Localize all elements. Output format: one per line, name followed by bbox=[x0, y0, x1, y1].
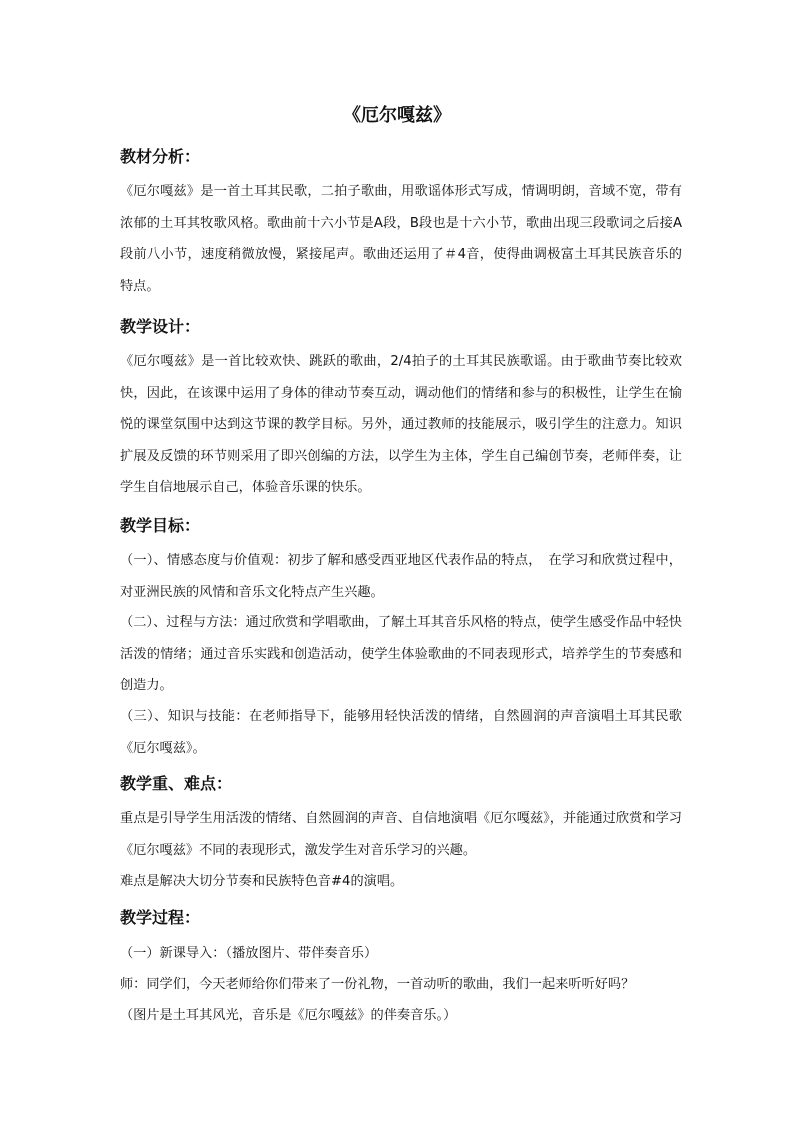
section-paragraph: （三）、知识与技能：在老师指导下，能够用轻快活泼的情绪，自然圆润的声音演唱土耳其民歌《厄尔嘎兹》。 bbox=[120, 709, 682, 756]
section-heading-key-difficult-points: 教学重、难点： bbox=[120, 774, 233, 793]
section-heading-teaching-goals: 教学目标： bbox=[120, 516, 201, 535]
section-paragraph: （一）新课导入：（播放图片、带伴奏音乐） bbox=[120, 946, 378, 961]
section-paragraph: 《厄尔嘎兹》是一首比较欢快、跳跃的歌曲，2/4拍子的土耳其民族歌谣。由于歌曲节奏比较欢快，因此，在该课中运用了身体的律动节奏互动，调动他们的情绪和参与的积极性，让学生在愉悦的课堂氛围中达到这节课的教学目标。另外，通过教师的技能展示，吸引学生的注意力。知识扩展及反馈的环节则采用了即兴创编的方法，以学生为主体，学生自己编创节奏，老师伴奏，让学生自信地展示自己，体验音乐课的快乐。 bbox=[120, 354, 682, 495]
section-paragraph: 重点是引导学生用活泼的情绪、自然圆润的声音、自信地演唱《厄尔嘎兹》，并能通过欣赏和学习《厄尔嘎兹》不同的表现形式，激发学生对音乐学习的兴趣。 bbox=[120, 811, 682, 858]
section-heading-teaching-design: 教学设计： bbox=[120, 317, 201, 336]
section-heading-textbook-analysis: 教材分析： bbox=[120, 147, 201, 166]
section-paragraph: （一）、情感态度与价值观：初步了解和感受西亚地区代表作品的特点， 在学习和欣赏过程中，对亚洲民族的风情和音乐文化特点产生兴趣。 bbox=[120, 553, 682, 600]
section-paragraph: 《厄尔嘎兹》是一首土耳其民歌，二拍子歌曲，用歌谣体形式写成，情调明朗，音域不宽，带有浓郁的土耳其牧歌风格。歌曲前十六小节是A段，B段也是十六小节，歌曲出现三段歌词之后接A段前八小节，速度稍微放慢，紧接尾声。歌曲还运用了＃4音，使得曲调极富土耳其民族音乐的特点。 bbox=[120, 184, 682, 294]
section-paragraph: 师：同学们，今天老师给你们带来了一份礼物，一首动听的歌曲，我们一起来听听好吗？ bbox=[120, 977, 635, 992]
section-paragraph: 难点是解决大切分节奏和民族特色音#4的演唱。 bbox=[120, 874, 404, 889]
section-paragraph: （图片是土耳其风光，音乐是《厄尔嘎兹》的伴奏音乐。） bbox=[120, 1008, 457, 1023]
section-paragraph: （二）、过程与方法：通过欣赏和学唱歌曲，了解土耳其音乐风格的特点，使学生感受作品中轻快活泼的情绪；通过音乐实践和创造活动，使学生体验歌曲的不同表现形式，培养学生的节奏感和创造力。 bbox=[120, 615, 682, 693]
section-heading-teaching-process: 教学过程： bbox=[120, 908, 201, 927]
document-title: 《厄尔嘎兹》 bbox=[343, 105, 451, 126]
